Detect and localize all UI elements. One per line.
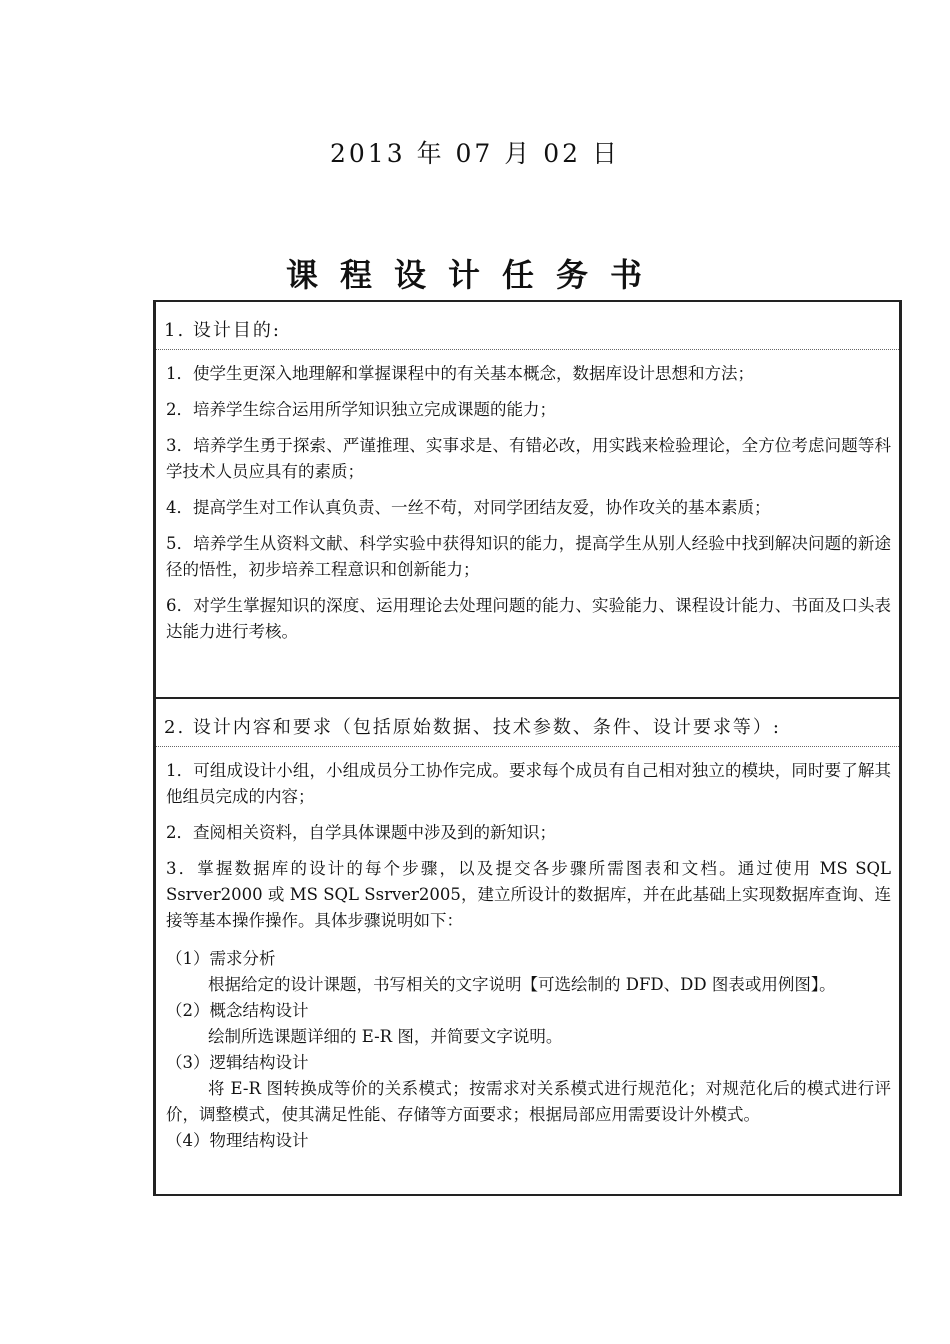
content-item-2: 2．查阅相关资料，自学具体课题中涉及到的新知识； — [166, 823, 556, 842]
section-heading: 1. 设计目的: — [156, 302, 899, 350]
step-text: 绘制所选课题详细的 E-R 图，并简要文字说明。 — [208, 1027, 563, 1046]
step-text: 将 E-R 图转换成等价的关系模式；按需求对关系模式进行规范化；对规范化后的模式进行评价，调整模式，使其满足性能、存储等方面要求；根据局部应用需要设计外模式。 — [166, 1079, 891, 1124]
document-title: 课程设计任务书 — [285, 256, 664, 294]
purpose-item-5: 5．培养学生从资料文献、科学实验中获得知识的能力，提高学生从别人经验中找到解决问题的新途径的悟性，初步培养工程意识和创新能力； — [166, 534, 891, 579]
step-title: （3）逻辑结构设计 — [166, 1053, 309, 1072]
content-item-3: 3．掌握数据库的设计的每个步骤，以及提交各步骤所需图表和文档。通过使用 MS SQL Ssrver2000 或 MS SQL Ssrver2005，建立所设计的数据库，并在此基础上实现数据库查询、连接等基本操作操作。具体步骤说明如下： — [166, 859, 891, 930]
document-date: 2013 年 07 月 02 日 — [330, 139, 620, 168]
purpose-item-2: 2．培养学生综合运用所学知识独立完成课题的能力； — [166, 400, 556, 419]
section-heading: 2. 设计内容和要求（包括原始数据、技术参数、条件、设计要求等）: — [156, 699, 899, 747]
purpose-item-1: 1．使学生更深入地理解和掌握课程中的有关基本概念，数据库设计思想和方法； — [166, 364, 754, 383]
section-design-purpose — [153, 300, 902, 699]
step-title: （4）物理结构设计 — [166, 1131, 309, 1150]
section-design-content — [153, 697, 902, 1196]
step-title: （2）概念结构设计 — [166, 1001, 309, 1020]
step-text: 根据给定的设计课题，书写相关的文字说明【可选绘制的 DFD、DD 图表或用例图】。 — [208, 975, 836, 994]
purpose-item-6: 6．对学生掌握知识的深度、运用理论去处理问题的能力、实验能力、课程设计能力、书面及口头表达能力进行考核。 — [166, 596, 891, 641]
content-item-1: 1．可组成设计小组，小组成员分工协作完成。要求每个成员有自己相对独立的模块，同时要了解其他组员完成的内容； — [166, 761, 891, 806]
step-title: （1）需求分析 — [166, 949, 276, 968]
purpose-item-4: 4．提高学生对工作认真负责、一丝不苟，对同学团结友爱，协作攻关的基本素质； — [166, 498, 771, 517]
purpose-item-3: 3．培养学生勇于探索、严谨推理、实事求是、有错必改，用实践来检验理论，全方位考虑问题等科学技术人员应具有的素质； — [166, 436, 891, 481]
